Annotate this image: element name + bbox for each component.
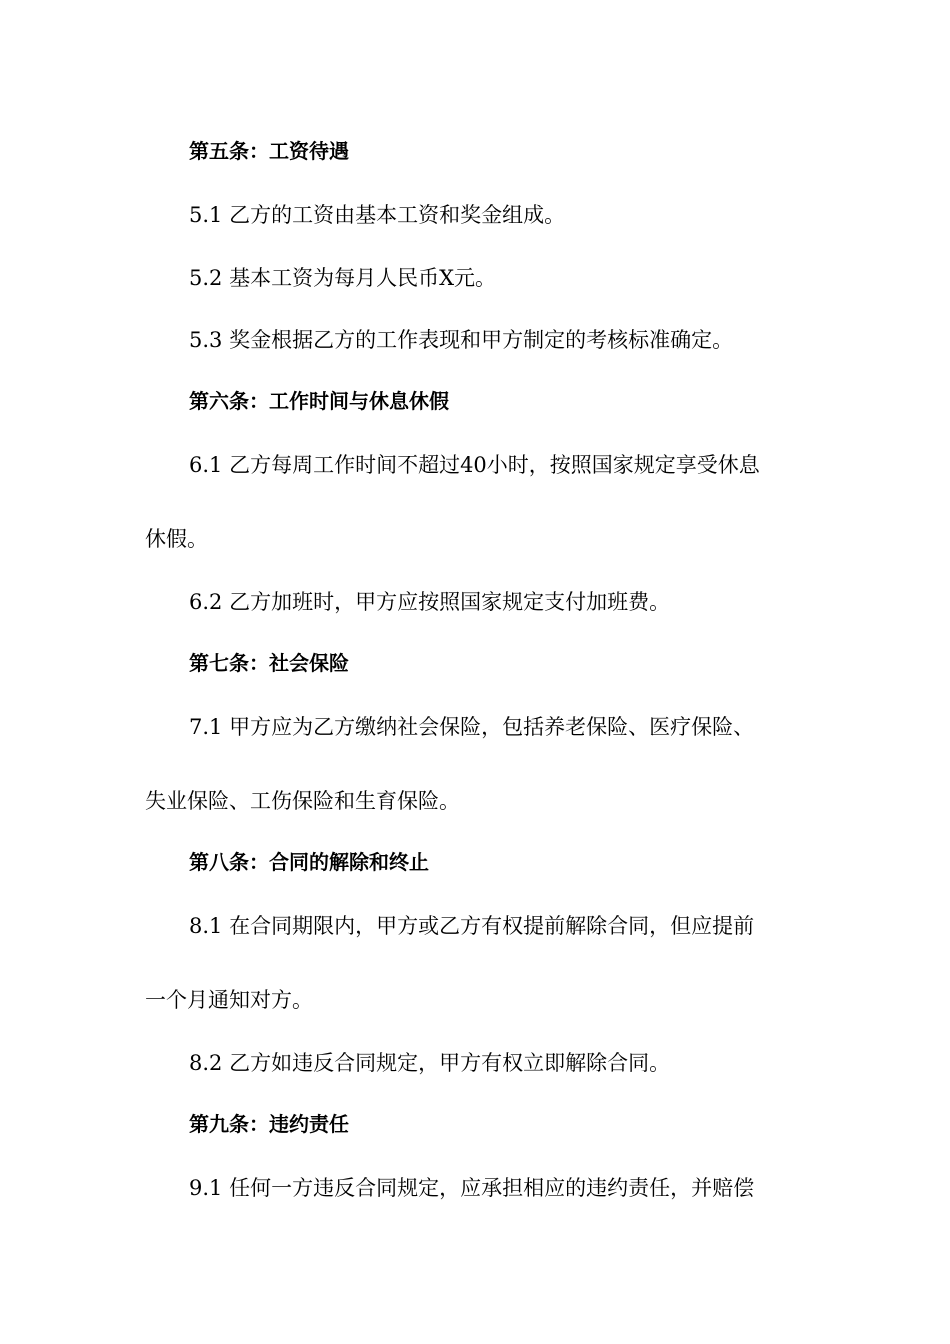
section-heading-5: 第五条：工资待遇: [189, 139, 349, 163]
section-heading-7: 第七条：社会保险: [189, 651, 349, 675]
paragraph-5-3: 5.3 奖金根据乙方的工作表现和甲方制定的考核标准确定。: [189, 328, 734, 352]
paragraph-7-1-line-1: 7.1 甲方应为乙方缴纳社会保险，包括养老保险、医疗保险、: [189, 715, 755, 739]
paragraph-5-1: 5.1 乙方的工资由基本工资和奖金组成。: [189, 203, 566, 227]
paragraph-9-1-line-1: 9.1 任何一方违反合同规定，应承担相应的违约责任，并赔偿: [189, 1176, 755, 1200]
section-heading-8: 第八条：合同的解除和终止: [189, 850, 429, 874]
section-heading-6: 第六条：工作时间与休息休假: [189, 389, 449, 413]
paragraph-6-2: 6.2 乙方加班时，甲方应按照国家规定支付加班费。: [189, 590, 671, 614]
paragraph-6-1-line-1: 6.1 乙方每周工作时间不超过40小时，按照国家规定享受休息: [189, 453, 760, 477]
paragraph-8-2: 8.2 乙方如违反合同规定，甲方有权立即解除合同。: [189, 1051, 671, 1075]
paragraph-8-1-line-2: 一个月通知对方。: [145, 988, 313, 1012]
paragraph-7-1-line-2: 失业保险、工伤保险和生育保险。: [145, 789, 460, 813]
paragraph-5-2: 5.2 基本工资为每月人民币X元。: [189, 266, 497, 290]
section-heading-9: 第九条：违约责任: [189, 1112, 349, 1136]
paragraph-8-1-line-1: 8.1 在合同期限内，甲方或乙方有权提前解除合同，但应提前: [189, 914, 755, 938]
paragraph-6-1-line-2: 休假。: [145, 527, 208, 551]
